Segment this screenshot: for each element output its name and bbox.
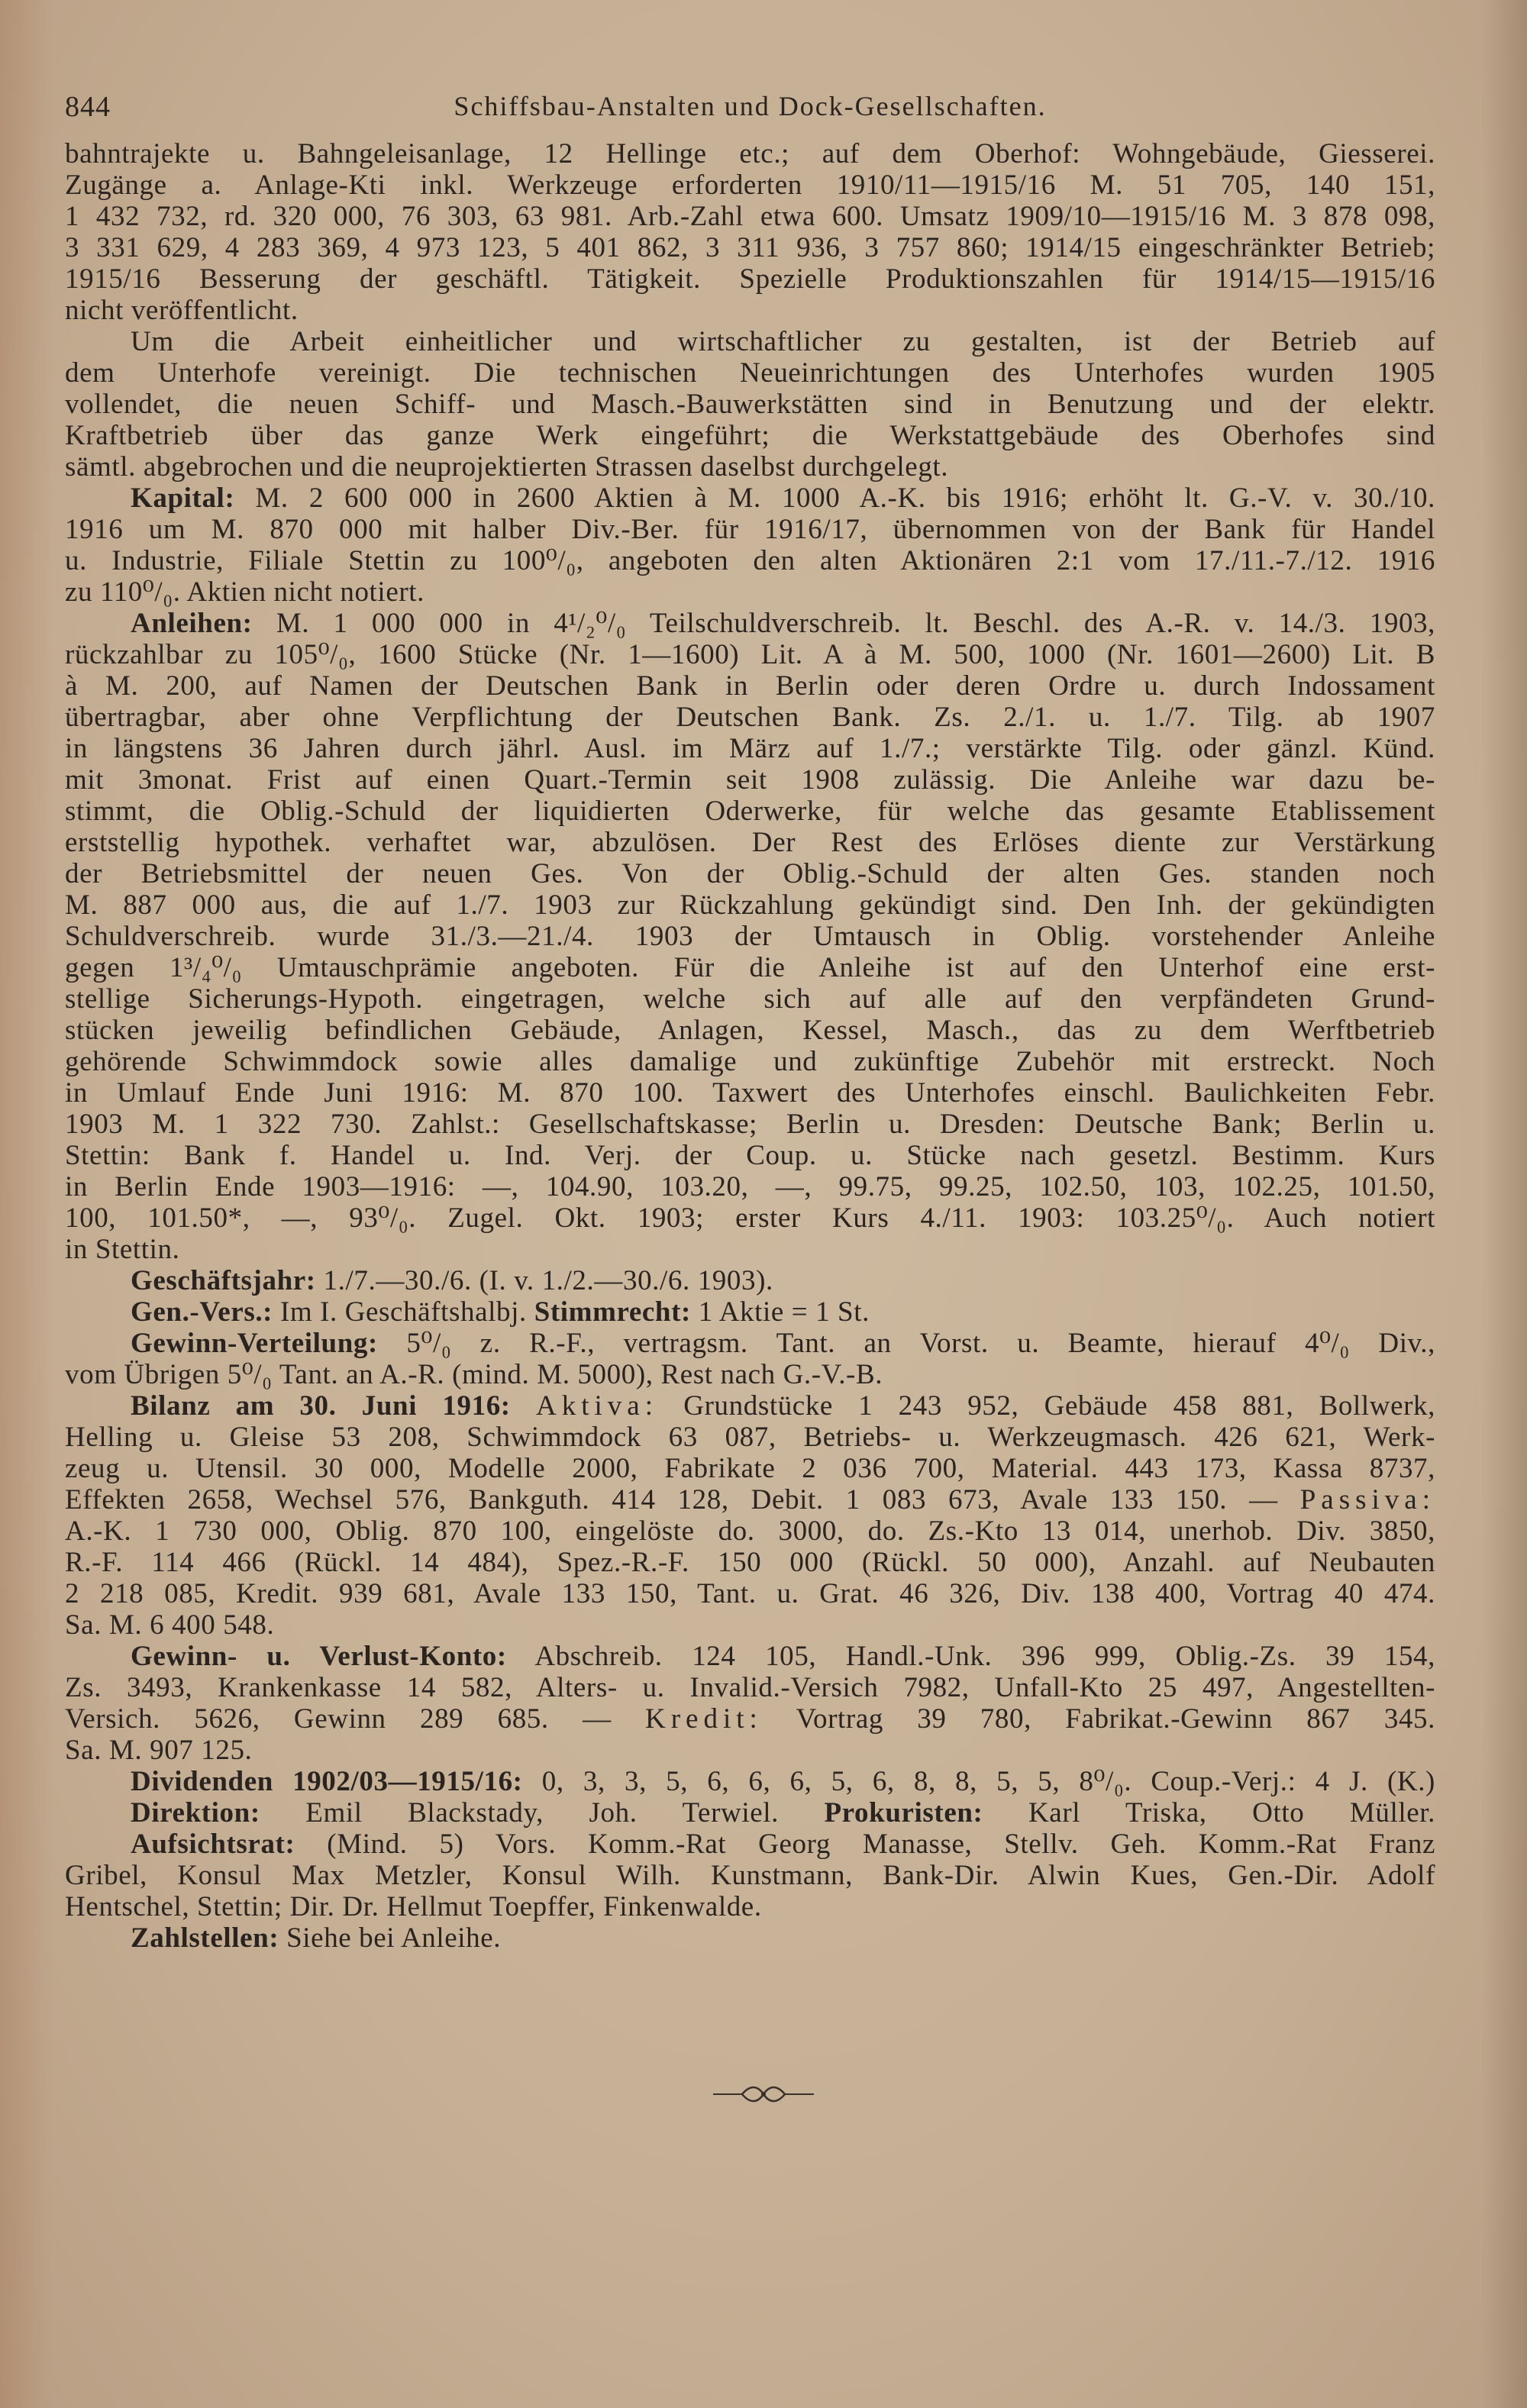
spaced-label: Aktiva: — [536, 1390, 658, 1422]
text-line — [65, 1234, 1435, 1265]
text-line — [65, 1703, 1435, 1735]
section-label: Dividenden 1902/03—1915/16: — [131, 1766, 523, 1797]
running-title: Schiffsbau-Anstalten und Dock-Gesellschaften. — [454, 91, 1047, 121]
text-line — [65, 1672, 1435, 1703]
section-label: Anleihen: — [131, 608, 253, 639]
text-line — [65, 1453, 1435, 1484]
text-segment: der Betriebsmittel der neuen Ges. Von der Oblig.-Schuld der alten Ges. standen noch — [65, 858, 1435, 889]
text-line — [65, 858, 1435, 889]
text-segment: zu 110⁰/₀. Aktien nicht notiert. — [65, 576, 425, 608]
text-line — [65, 1484, 1435, 1515]
text-line — [65, 201, 1435, 232]
spaced-label: Passiva: — [1299, 1484, 1435, 1515]
text-segment: Gribel, Konsul Max Metzler, Konsul Wilh. Kunstmann, Bank-Dir. Alwin Kues, Gen.-Dir. Adolf — [65, 1860, 1435, 1891]
page-number: 844 — [65, 91, 111, 123]
text-line — [65, 138, 1435, 169]
text-segment: Karl Triska, Otto Müller. — [983, 1797, 1435, 1829]
text-line — [65, 169, 1435, 201]
text-segment: 2 218 085, Kredit. 939 681, Avale 133 150, Tant. u. Grat. 46 326, Div. 138 400, Vortrag 40 474. — [65, 1578, 1435, 1609]
text-segment: dem Unterhofe vereinigt. Die technischen Neueinrichtungen des Unterhofes wurden 1905 — [65, 357, 1435, 389]
text-segment: gehörende Schwimmdock sowie alles damalige und zukünftige Zubehör mit erstreckt. Noch — [65, 1046, 1435, 1077]
text-segment: 1 Aktie = 1 St. — [690, 1296, 870, 1328]
text-segment: in Berlin Ende 1903—1916: —, 104.90, 103.20, —, 99.75, 99.25, 102.50, 103, 102.25, 101.50, — [65, 1171, 1435, 1202]
paragraph — [65, 138, 1435, 326]
text-segment: M. 1 000 000 in 4¹/₂⁰/₀ Teilschuldverschreib. lt. Beschl. des A.-R. v. 14./3. 1903, — [252, 608, 1435, 639]
text-segment: 0, 3, 3, 5, 6, 6, 6, 5, 6, 8, 8, 5, 5, 8⁰/₀. Coup.-Verj.: 4 J. (K.) — [522, 1766, 1435, 1797]
text-line — [65, 827, 1435, 858]
text-segment: Abschreib. 124 105, Handl.-Unk. 396 999, Oblig.-Zs. 39 154, — [506, 1641, 1436, 1672]
text-line — [65, 1390, 1435, 1422]
text-segment: nicht veröffentlicht. — [65, 295, 299, 326]
text-line — [65, 952, 1435, 983]
text-segment: Sa. M. 6 400 548. — [65, 1609, 275, 1641]
text-segment: M. 887 000 aus, die auf 1./7. 1903 zur Rückzahlung gekündigt sind. Den Inh. der gekündigten — [65, 889, 1435, 921]
paragraph — [65, 1296, 1435, 1328]
text-segment: gegen 1³/₄⁰/₀ Umtauschprämie angeboten. Für die Anleihe ist auf den Unterhof eine erst- — [65, 952, 1435, 983]
text-segment: zeug u. Utensil. 30 000, Modelle 2000, Fabrikate 2 036 700, Material. 443 173, Kassa 8737, — [65, 1453, 1435, 1484]
text-segment: in längstens 36 Jahren durch jährl. Ausl. im März auf 1./7.; verstärkte Tilg. oder gänzl. Künd. — [65, 733, 1435, 764]
paragraph — [65, 1797, 1435, 1829]
text-line — [65, 545, 1435, 576]
text-line — [65, 796, 1435, 827]
text-segment: in Umlauf Ende Juni 1916: M. 870 100. Taxwert des Unterhofes einschl. Baulichkeiten Febr. — [65, 1077, 1435, 1109]
paragraph — [65, 1766, 1435, 1797]
text-segment: 100, 101.50*, —, 93⁰/₀. Zugel. Okt. 1903; erster Kurs 4./11. 1903: 103.25⁰/₀. Auch notiert — [65, 1202, 1435, 1234]
section-label: Direktion: — [131, 1797, 260, 1829]
paragraph — [65, 326, 1435, 483]
section-label: Zahlstellen: — [131, 1922, 279, 1954]
text-segment: (Mind. 5) Vors. Komm.-Rat Georg Manasse, Stellv. Geh. Komm.-Rat Franz — [295, 1829, 1435, 1860]
paragraph — [65, 1829, 1435, 1922]
text-segment: M. 2 600 000 in 2600 Aktien à M. 1000 A.-K. bis 1916; erhöht lt. G.-V. v. 30./10. — [234, 483, 1435, 514]
text-line — [65, 1077, 1435, 1109]
text-line — [65, 889, 1435, 921]
text-segment: erststellig hypothek. verhaftet war, abzulösen. Der Rest des Erlöses diente zur Verstärkung — [65, 827, 1435, 858]
text-segment: R.-F. 114 466 (Rückl. 14 484), Spez.-R.-F. 150 000 (Rückl. 50 000), Anzahl. auf Neubauten — [65, 1547, 1435, 1578]
text-line — [65, 1202, 1435, 1234]
text-line — [65, 1860, 1435, 1891]
text-line — [65, 1296, 1435, 1328]
paragraph — [65, 1265, 1435, 1296]
text-segment: stellige Sicherungs-Hypoth. eingetragen, welche sich auf alle auf den verpfändeten Grund- — [65, 983, 1435, 1015]
text-segment: Im I. Geschäftshalbj. — [273, 1296, 534, 1328]
text-line — [65, 389, 1435, 420]
section-label: Stimmrecht: — [534, 1296, 691, 1328]
text-segment: rückzahlbar zu 105⁰/₀, 1600 Stücke (Nr. 1—1600) Lit. A à M. 500, 1000 (Nr. 1601—2600) Lit. B — [65, 639, 1435, 670]
paragraph — [65, 1328, 1435, 1390]
paragraph — [65, 1390, 1435, 1641]
text-segment: mit 3monat. Frist auf einen Quart.-Termin seit 1908 zulässig. Die Anleihe war dazu be- — [65, 764, 1435, 796]
text-line — [65, 1046, 1435, 1077]
text-segment: sämtl. abgebrochen und die neuprojektierten Strassen daselbst durchgelegt. — [65, 451, 949, 483]
text-segment: stimmt, die Oblig.-Schuld der liquidierten Oderwerke, für welche das gesamte Etablissement — [65, 796, 1435, 827]
text-segment: vom Übrigen 5⁰/₀ Tant. an A.-R. (mind. M. 5000), Rest nach G.-V.-B. — [65, 1359, 883, 1390]
text-line — [65, 1922, 1435, 1954]
section-label: Kapital: — [131, 483, 235, 514]
text-segment: stücken jeweilig befindlichen Gebäude, Anlagen, Kessel, Masch., das zu dem Werftbetrieb — [65, 1015, 1435, 1046]
section-label: Geschäftsjahr: — [131, 1265, 316, 1296]
text-line — [65, 1515, 1435, 1547]
page-header — [65, 90, 1435, 128]
text-segment: Zugänge a. Anlage-Kti inkl. Werkzeuge erforderten 1910/11—1915/16 M. 51 705, 140 151, — [65, 169, 1435, 201]
text-line — [65, 357, 1435, 389]
text-line — [65, 733, 1435, 764]
text-segment: 1903 M. 1 322 730. Zahlst.: Gesellschaftskasse; Berlin u. Dresden: Deutsche Bank; Berlin u. — [65, 1109, 1435, 1140]
text-line — [65, 1265, 1435, 1296]
text-segment: Kraftbetrieb über das ganze Werk eingeführt; die Werkstattgebäude des Oberhofes sind — [65, 420, 1435, 451]
text-segment: Helling u. Gleise 53 208, Schwimmdock 63 087, Betriebs- u. Werkzeugmasch. 426 621, Werk- — [65, 1422, 1435, 1453]
text-line — [65, 263, 1435, 295]
text-segment: Zs. 3493, Krankenkasse 14 582, Alters- u. Invalid.-Versich 7982, Unfall-Kto 25 497, Angestellten- — [65, 1672, 1435, 1703]
text-line — [65, 1422, 1435, 1453]
text-line — [65, 1735, 1435, 1766]
text-line — [65, 1109, 1435, 1140]
section-label: Gen.-Vers.: — [131, 1296, 273, 1328]
text-line — [65, 764, 1435, 796]
text-line — [65, 1140, 1435, 1171]
section-label: Gewinn- u. Verlust-Konto: — [131, 1641, 507, 1672]
text-segment: A.-K. 1 730 000, Oblig. 870 100, eingelöste do. 3000, do. Zs.-Kto 13 014, unerhob. Div. 3850, — [65, 1515, 1435, 1547]
text-segment: Versich. 5626, Gewinn 289 685. — — [65, 1703, 645, 1735]
text-line — [65, 326, 1435, 357]
text-segment: Grundstücke 1 243 952, Gebäude 458 881, Bollwerk, — [658, 1390, 1435, 1422]
text-line — [65, 1578, 1435, 1609]
text-segment: 1915/16 Besserung der geschäftl. Tätigkeit. Spezielle Produktionszahlen für 1914/15—1915/16 — [65, 263, 1435, 295]
ornament-divider-icon — [710, 2083, 817, 2106]
text-segment: Sa. M. 907 125. — [65, 1735, 253, 1766]
text-segment: Vortrag 39 780, Fabrikat.-Gewinn 867 345. — [762, 1703, 1435, 1735]
body-text — [65, 138, 1435, 1954]
text-line — [65, 1359, 1435, 1390]
text-segment: vollendet, die neuen Schiff- und Masch.-Bauwerkstätten sind in Benutzung und der elektr. — [65, 389, 1435, 420]
text-line — [65, 639, 1435, 670]
text-segment: Schuldverschreib. wurde 31./3.—21./4. 1903 der Umtausch in Oblig. vorstehender Anleihe — [65, 921, 1435, 952]
text-segment: Siehe bei Anleihe. — [279, 1922, 502, 1954]
text-segment: 1916 um M. 870 000 mit halber Div.-Ber. für 1916/17, übernommen von der Bank für Handel — [65, 514, 1435, 545]
section-label: Aufsichtsrat: — [131, 1829, 295, 1860]
text-line — [65, 483, 1435, 514]
text-line — [65, 1829, 1435, 1860]
text-line — [65, 576, 1435, 608]
paragraph — [65, 483, 1435, 608]
text-segment: Hentschel, Stettin; Dir. Dr. Hellmut Toepffer, Finkenwalde. — [65, 1891, 762, 1922]
text-segment: u. Industrie, Filiale Stettin zu 100⁰/₀, angeboten den alten Aktionären 2:1 vom 17./11.-7./12. 1916 — [65, 545, 1435, 576]
section-label: Gewinn-Verteilung: — [131, 1328, 378, 1359]
spaced-label: Kredit: — [645, 1703, 763, 1735]
text-line — [65, 1328, 1435, 1359]
text-segment: 5⁰/₀ z. R.-F., vertragsm. Tant. an Vorst. u. Beamte, hierauf 4⁰/₀ Div., — [377, 1328, 1435, 1359]
text-segment: Um die Arbeit einheitlicher und wirtschaftlicher zu gestalten, ist der Betrieb auf — [131, 326, 1435, 357]
text-line — [65, 1171, 1435, 1202]
text-line — [65, 921, 1435, 952]
text-segment: 3 331 629, 4 283 369, 4 973 123, 5 401 862, 3 311 936, 3 757 860; 1914/15 eingeschränkter Betrieb; — [65, 232, 1435, 263]
text-line — [65, 1891, 1435, 1922]
page-edge-shadow-right — [1481, 0, 1527, 2408]
text-segment: in Stettin. — [65, 1234, 180, 1265]
text-line — [65, 1797, 1435, 1829]
text-line — [65, 1609, 1435, 1641]
text-segment: 1 432 732, rd. 320 000, 76 303, 63 981. Arb.-Zahl etwa 600. Umsatz 1909/10—1915/16 M. 3 878 098, — [65, 201, 1435, 232]
text-line — [65, 608, 1435, 639]
page-edge-shadow-left — [0, 0, 53, 2408]
text-line — [65, 514, 1435, 545]
text-segment: Effekten 2658, Wechsel 576, Bankguth. 414 128, Debit. 1 083 673, Avale 133 150. — — [65, 1484, 1300, 1515]
text-line — [65, 1766, 1435, 1797]
text-line — [65, 1641, 1435, 1672]
text-line — [65, 983, 1435, 1015]
text-segment: übertragbar, aber ohne Verpflichtung der Deutschen Bank. Zs. 2./1. u. 1./7. Tilg. ab 1907 — [65, 702, 1435, 733]
paragraph — [65, 608, 1435, 1265]
text-segment — [511, 1390, 536, 1422]
text-line — [65, 295, 1435, 326]
text-segment: Stettin: Bank f. Handel u. Ind. Verj. der Coup. u. Stücke nach gesetzl. Bestimm. Kurs — [65, 1140, 1435, 1171]
text-segment: à M. 200, auf Namen der Deutschen Bank in Berlin oder deren Ordre u. durch Indossament — [65, 670, 1435, 702]
text-segment: Emil Blackstady, Joh. Terwiel. — [260, 1797, 825, 1829]
text-line — [65, 420, 1435, 451]
text-segment: bahntrajekte u. Bahngeleisanlage, 12 Hellinge etc.; auf dem Oberhof: Wohngebäude, Giesserei. — [65, 138, 1435, 169]
text-line — [65, 1547, 1435, 1578]
paragraph — [65, 1641, 1435, 1766]
text-line — [65, 670, 1435, 702]
text-line — [65, 451, 1435, 483]
text-segment: 1./7.—30./6. (I. v. 1./2.—30./6. 1903). — [315, 1265, 773, 1296]
paragraph — [65, 1922, 1435, 1954]
text-line — [65, 1015, 1435, 1046]
section-label: Prokuristen: — [824, 1797, 983, 1829]
text-line — [65, 232, 1435, 263]
text-line — [65, 702, 1435, 733]
section-label: Bilanz am 30. Juni 1916: — [131, 1390, 511, 1422]
